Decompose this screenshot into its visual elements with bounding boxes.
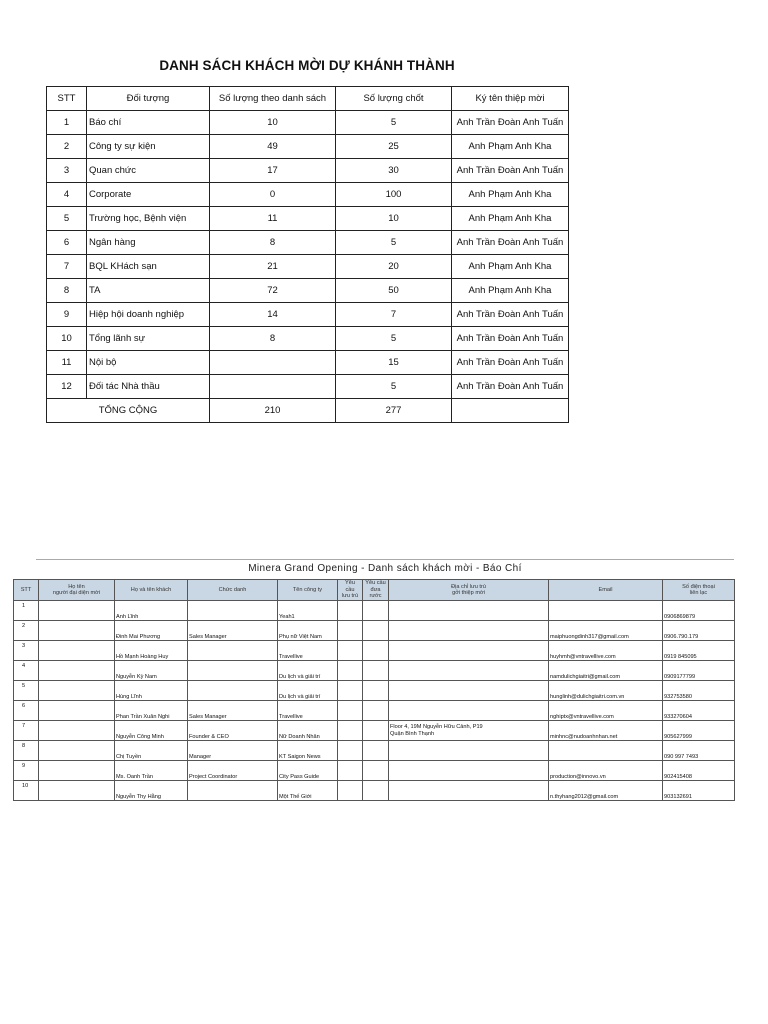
row-doi-tuong: Ngân hàng [87, 231, 210, 255]
row-so-luong: 8 [210, 231, 336, 255]
cell-email: hunglinh@dulichgiaitri.com.vn [549, 681, 663, 701]
summary-row [47, 231, 569, 255]
cell-stay [338, 641, 363, 661]
cell-stt: 3 [14, 641, 39, 661]
cell-company: Du lịch và giải trí [278, 661, 338, 681]
header-stay-request: Yêu cầu lưu trú [338, 580, 363, 601]
row-chot: 10 [336, 207, 452, 231]
cell-pickup [363, 641, 389, 661]
cell-position [188, 601, 278, 621]
press-row [14, 761, 735, 781]
row-so-luong: 0 [210, 183, 336, 207]
cell-phone: 933270604 [663, 701, 735, 721]
row-ky-ten: Anh Phạm Anh Kha [452, 207, 569, 231]
header-address: Địa chỉ lưu trú gởi thiệp mời [389, 580, 549, 601]
summary-total-row [47, 399, 569, 423]
cell-guest-name: Ms. Oanh Trần [115, 761, 188, 781]
cell-email: huyhmh@vntravellive.com [549, 641, 663, 661]
header-ky-ten: Ký tên thiệp mời [452, 87, 569, 111]
row-chot: 25 [336, 135, 452, 159]
row-so-luong: 49 [210, 135, 336, 159]
row-chot: 7 [336, 303, 452, 327]
row-ky-ten: Anh Trần Đoàn Anh Tuấn [452, 375, 569, 399]
row-stt: 5 [47, 207, 87, 231]
cell-stay [338, 761, 363, 781]
cell-address [389, 621, 549, 641]
row-doi-tuong: Hiệp hội doanh nghiệp [87, 303, 210, 327]
cell-stay [338, 681, 363, 701]
cell-phone: 0906869879 [663, 601, 735, 621]
cell-stt: 4 [14, 661, 39, 681]
cell-position: Founder & CEO [188, 721, 278, 741]
cell-representative [39, 661, 115, 681]
row-doi-tuong: Corporate [87, 183, 210, 207]
header-stt: STT [47, 87, 87, 111]
cell-stay [338, 781, 363, 801]
cell-stt: 5 [14, 681, 39, 701]
summary-row [47, 327, 569, 351]
row-doi-tuong: Nội bộ [87, 351, 210, 375]
cell-guest-name: Hồ Mạnh Hoàng Huy [115, 641, 188, 661]
cell-pickup [363, 681, 389, 701]
cell-stt: 9 [14, 761, 39, 781]
cell-email: nghiptx@vntravellive.com [549, 701, 663, 721]
row-stt: 1 [47, 111, 87, 135]
cell-position: Sales Manager [188, 621, 278, 641]
header-doi-tuong: Đối tượng [87, 87, 210, 111]
total-chot: 277 [336, 399, 452, 423]
cell-position: Project Coordinator [188, 761, 278, 781]
row-so-luong: 11 [210, 207, 336, 231]
row-so-luong: 10 [210, 111, 336, 135]
press-row [14, 741, 735, 761]
cell-address [389, 781, 549, 801]
cell-position [188, 641, 278, 661]
total-label: TỔNG CỘNG [47, 399, 210, 423]
cell-phone: 905627999 [663, 721, 735, 741]
cell-guest-name: Hùng Lĩnh [115, 681, 188, 701]
row-stt: 3 [47, 159, 87, 183]
press-list-title: Minera Grand Opening - Danh sách khách mời - Báo Chí [248, 563, 522, 574]
row-doi-tuong: Trường học, Bệnh viện [87, 207, 210, 231]
total-ky-ten [452, 399, 569, 423]
cell-phone: 932753580 [663, 681, 735, 701]
cell-email: minhnc@nudoanhnhan.net [549, 721, 663, 741]
cell-pickup [363, 721, 389, 741]
cell-position [188, 681, 278, 701]
row-doi-tuong: Công ty sự kiện [87, 135, 210, 159]
row-ky-ten: Anh Phạm Anh Kha [452, 183, 569, 207]
row-stt: 4 [47, 183, 87, 207]
total-so-luong: 210 [210, 399, 336, 423]
cell-phone: 0906.790.179 [663, 621, 735, 641]
summary-row [47, 183, 569, 207]
summary-row [47, 375, 569, 399]
row-ky-ten: Anh Phạm Anh Kha [452, 135, 569, 159]
press-row [14, 681, 735, 701]
row-chot: 30 [336, 159, 452, 183]
cell-address [389, 761, 549, 781]
cell-guest-name: Chị Tuyền [115, 741, 188, 761]
row-ky-ten: Anh Trần Đoàn Anh Tuấn [452, 351, 569, 375]
summary-row [47, 135, 569, 159]
cell-email [549, 741, 663, 761]
cell-pickup [363, 701, 389, 721]
cell-stay [338, 721, 363, 741]
header-pickup-request: Yêu cầu đưa rước [363, 580, 389, 601]
cell-stay [338, 621, 363, 641]
row-stt: 8 [47, 279, 87, 303]
row-ky-ten: Anh Trần Đoàn Anh Tuấn [452, 111, 569, 135]
cell-address [389, 741, 549, 761]
row-stt: 11 [47, 351, 87, 375]
cell-address [389, 601, 549, 621]
cell-pickup [363, 661, 389, 681]
cell-pickup [363, 621, 389, 641]
press-row [14, 721, 735, 741]
row-doi-tuong: Đối tác Nhà thầu [87, 375, 210, 399]
cell-pickup [363, 741, 389, 761]
cell-pickup [363, 761, 389, 781]
cell-representative [39, 641, 115, 661]
cell-phone: 903132691 [663, 781, 735, 801]
cell-stt: 7 [14, 721, 39, 741]
cell-company: KT Saigon News [278, 741, 338, 761]
cell-address [389, 701, 549, 721]
header-email: Email [549, 580, 663, 601]
cell-guest-name: Phan Trần Xuân Nghi [115, 701, 188, 721]
summary-row [47, 255, 569, 279]
row-so-luong: 14 [210, 303, 336, 327]
cell-stay [338, 741, 363, 761]
summary-row [47, 351, 569, 375]
cell-company: City Pass Guide [278, 761, 338, 781]
cell-stay [338, 601, 363, 621]
cell-stt: 10 [14, 781, 39, 801]
header-so-luong-chot: Số lượng chốt [336, 87, 452, 111]
cell-stt: 8 [14, 741, 39, 761]
press-row [14, 601, 735, 621]
row-chot: 5 [336, 111, 452, 135]
header-phone: Số điện thoại liên lạc [663, 580, 735, 601]
cell-stt: 1 [14, 601, 39, 621]
cell-representative [39, 781, 115, 801]
press-row [14, 701, 735, 721]
cell-stay [338, 661, 363, 681]
row-so-luong: 17 [210, 159, 336, 183]
cell-email: n.thyhang2012@gmail.com [549, 781, 663, 801]
summary-row [47, 207, 569, 231]
address-line: Quận Bình Thạnh [390, 730, 435, 737]
cell-phone: 902415408 [663, 761, 735, 781]
cell-company: Phụ nữ Việt Nam [278, 621, 338, 641]
press-guest-table [13, 579, 735, 801]
cell-phone: 0919 845095 [663, 641, 735, 661]
cell-email: namdulichgiaitri@gmail.com [549, 661, 663, 681]
press-header-row [14, 580, 735, 601]
cell-address [389, 641, 549, 661]
cell-company: Travellive [278, 701, 338, 721]
summary-row [47, 159, 569, 183]
cell-company: Travellive [278, 641, 338, 661]
row-doi-tuong: Quan chức [87, 159, 210, 183]
press-row [14, 621, 735, 641]
row-chot: 5 [336, 327, 452, 351]
row-stt: 2 [47, 135, 87, 159]
cell-company: Một Thế Giới [278, 781, 338, 801]
row-ky-ten: Anh Trần Đoàn Anh Tuấn [452, 231, 569, 255]
row-doi-tuong: Tổng lãnh sự [87, 327, 210, 351]
cell-representative [39, 761, 115, 781]
section-divider [36, 559, 734, 560]
row-so-luong [210, 351, 336, 375]
cell-position [188, 661, 278, 681]
summary-row [47, 111, 569, 135]
row-doi-tuong: BQL KHách sạn [87, 255, 210, 279]
cell-company: Nữ Doanh Nhân [278, 721, 338, 741]
cell-address [389, 721, 549, 741]
row-so-luong: 72 [210, 279, 336, 303]
header-stt: STT [14, 580, 39, 601]
cell-company: Yeah1 [278, 601, 338, 621]
cell-stt: 6 [14, 701, 39, 721]
cell-guest-name: Nguyễn Thy Hằng [115, 781, 188, 801]
row-stt: 12 [47, 375, 87, 399]
cell-pickup [363, 781, 389, 801]
cell-representative [39, 621, 115, 641]
row-doi-tuong: TA [87, 279, 210, 303]
cell-email: production@innovo.vn [549, 761, 663, 781]
summary-row [47, 279, 569, 303]
cell-guest-name: Đinh Mai Phương [115, 621, 188, 641]
cell-position: Sales Manager [188, 701, 278, 721]
address-line: Floor 4, 19M Nguyễn Hữu Cảnh, P19 [390, 724, 483, 730]
cell-representative [39, 701, 115, 721]
cell-representative [39, 601, 115, 621]
row-chot: 50 [336, 279, 452, 303]
cell-representative [39, 741, 115, 761]
row-stt: 6 [47, 231, 87, 255]
cell-representative [39, 721, 115, 741]
cell-email: maiphuongdinh317@gmail.com [549, 621, 663, 641]
header-company: Tên công ty [278, 580, 338, 601]
row-chot: 5 [336, 375, 452, 399]
row-ky-ten: Anh Trần Đoàn Anh Tuấn [452, 327, 569, 351]
row-chot: 20 [336, 255, 452, 279]
row-stt: 7 [47, 255, 87, 279]
cell-position [188, 781, 278, 801]
row-doi-tuong: Báo chí [87, 111, 210, 135]
summary-header-row [47, 87, 569, 111]
row-stt: 10 [47, 327, 87, 351]
cell-phone: 090 997 7493 [663, 741, 735, 761]
guest-list-title: DANH SÁCH KHÁCH MỜI DỰ KHÁNH THÀNH [159, 58, 455, 73]
row-so-luong [210, 375, 336, 399]
row-stt: 9 [47, 303, 87, 327]
row-ky-ten: Anh Phạm Anh Kha [452, 255, 569, 279]
cell-pickup [363, 601, 389, 621]
cell-stt: 2 [14, 621, 39, 641]
cell-guest-name: Nguyễn Kỳ Nam [115, 661, 188, 681]
guest-summary-table [46, 86, 569, 423]
row-ky-ten: Anh Phạm Anh Kha [452, 279, 569, 303]
cell-address [389, 681, 549, 701]
press-row [14, 641, 735, 661]
header-guest-name: Họ và tên khách [115, 580, 188, 601]
summary-row [47, 303, 569, 327]
row-ky-ten: Anh Trần Đoàn Anh Tuấn [452, 303, 569, 327]
cell-email [549, 601, 663, 621]
cell-stay [338, 701, 363, 721]
cell-position: Manager [188, 741, 278, 761]
cell-phone: 0909177799 [663, 661, 735, 681]
press-row [14, 781, 735, 801]
row-so-luong: 8 [210, 327, 336, 351]
header-representative: Họ tên người đại diện mời [39, 580, 115, 601]
row-chot: 15 [336, 351, 452, 375]
row-chot: 100 [336, 183, 452, 207]
cell-guest-name: Anh Lĩnh [115, 601, 188, 621]
row-so-luong: 21 [210, 255, 336, 279]
cell-representative [39, 681, 115, 701]
cell-guest-name: Nguyễn Công Minh [115, 721, 188, 741]
row-ky-ten: Anh Trần Đoàn Anh Tuấn [452, 159, 569, 183]
cell-company: Du lịch và giải trí [278, 681, 338, 701]
header-so-luong-danh-sach: Số lượng theo danh sách [210, 87, 336, 111]
row-chot: 5 [336, 231, 452, 255]
press-row [14, 661, 735, 681]
header-position: Chức danh [188, 580, 278, 601]
cell-address [389, 661, 549, 681]
